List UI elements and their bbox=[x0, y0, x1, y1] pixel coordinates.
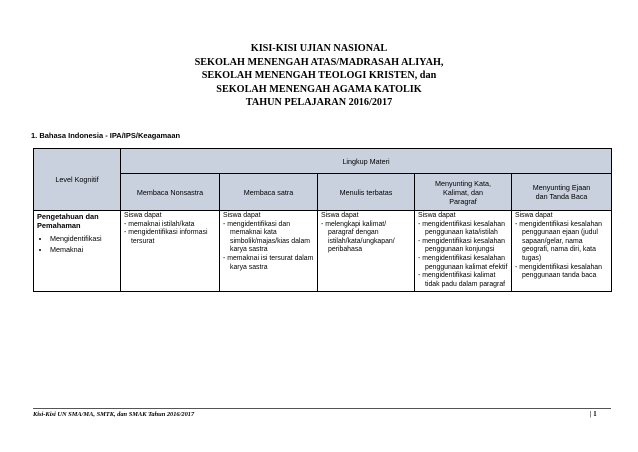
table-row bbox=[34, 211, 612, 292]
header-lingkup-materi: Lingkup Materi bbox=[121, 149, 612, 174]
header-level-kognitif: Level Kognitif bbox=[34, 149, 121, 211]
list-item: - mengidentifikasi kesalahan penggunaan konjungsi bbox=[418, 237, 505, 254]
title-line: SEKOLAH MENENGAH ATAS/MADRASAH ALIYAH, bbox=[194, 56, 444, 68]
title-line: KISI-KISI UJIAN NASIONAL bbox=[250, 43, 388, 54]
list-item: - mengidentifikasi kalimat tidak padu dalam paragraf bbox=[418, 272, 506, 288]
list-item: - memaknai isi tersurat dalam karya sastra bbox=[223, 254, 314, 271]
cell-label: Siswa dapat bbox=[223, 212, 261, 219]
cell-label: Siswa dapat bbox=[515, 212, 553, 219]
list-item: - mengidentifikasi kesalahan penggunaan kata/istilah bbox=[418, 220, 505, 237]
document-title bbox=[0, 42, 638, 110]
list-item: - mengidentifikasi kesalahan penggunaan kalimat efektif bbox=[418, 254, 508, 271]
cell-menyunting-ejaan bbox=[512, 211, 612, 292]
cell-membaca-nonsastra bbox=[121, 211, 220, 292]
cell-menyunting-kata bbox=[415, 211, 512, 292]
page-number: | 1 bbox=[590, 411, 597, 418]
cell-membaca-satra bbox=[220, 211, 318, 292]
list-item: - memaknai istilah/kata bbox=[124, 220, 195, 228]
list-item: • Memaknai bbox=[50, 244, 117, 255]
list-item: - mengidentifikasi kesalahan penggunaan tanda baca bbox=[515, 263, 602, 280]
title-line: SEKOLAH MENENGAH AGAMA KATOLIK bbox=[216, 83, 422, 95]
footer-divider bbox=[33, 408, 611, 409]
header-menyunting-kata: Menyunting Kata, Kalimat, dan Paragraf bbox=[415, 174, 512, 211]
level-list bbox=[37, 233, 117, 255]
list-item: - mengidentifikasi informasi tersurat bbox=[124, 229, 208, 245]
cell-label: Siswa dapat bbox=[321, 212, 359, 219]
title-line: SEKOLAH MENENGAH TEOLOGI KRISTEN, dan bbox=[201, 70, 437, 82]
kisi-kisi-table bbox=[33, 148, 612, 292]
list-item: - mengidentifikasi dan memaknai kata simbolik/majas/kias dalam karya sastra bbox=[223, 220, 311, 254]
header-menulis-terbatas: Menulis terbatas bbox=[318, 174, 415, 211]
cell-label: Siswa dapat bbox=[124, 212, 162, 219]
cell-menulis-terbatas bbox=[318, 211, 415, 292]
list-item: • Mengidentifikasi bbox=[50, 233, 117, 244]
list-item: - melengkapi kalimat/ paragraf dengan istilah/kata/ungkapan/ peribahasa bbox=[321, 220, 395, 254]
list-item: - mengidentifikasi kesalahan penggunaan ejaan (judul sapaan/gelar, nama geografi, nama diri, kata tugas) bbox=[515, 220, 602, 262]
header-membaca-nonsastra: Membaca Nonsastra bbox=[121, 174, 220, 211]
title-line: TAHUN PELAJARAN 2016/2017 bbox=[245, 97, 393, 109]
level-title: Pengetahuan dan Pemahaman bbox=[37, 212, 99, 231]
header-menyunting-ejaan: Menyunting Ejaan dan Tanda Baca bbox=[512, 174, 612, 211]
cell-label: Siswa dapat bbox=[418, 212, 456, 219]
header-membaca-satra: Membaca satra bbox=[220, 174, 318, 211]
section-heading: 1. Bahasa Indonesia - IPA/IPS/Keagamaan bbox=[31, 131, 181, 140]
footer-text: Kisi-Kisi UN SMA/MA, SMTK, dan SMAK Tahun 2016/2017 bbox=[33, 411, 195, 418]
cell-level-kognitif bbox=[34, 211, 121, 292]
